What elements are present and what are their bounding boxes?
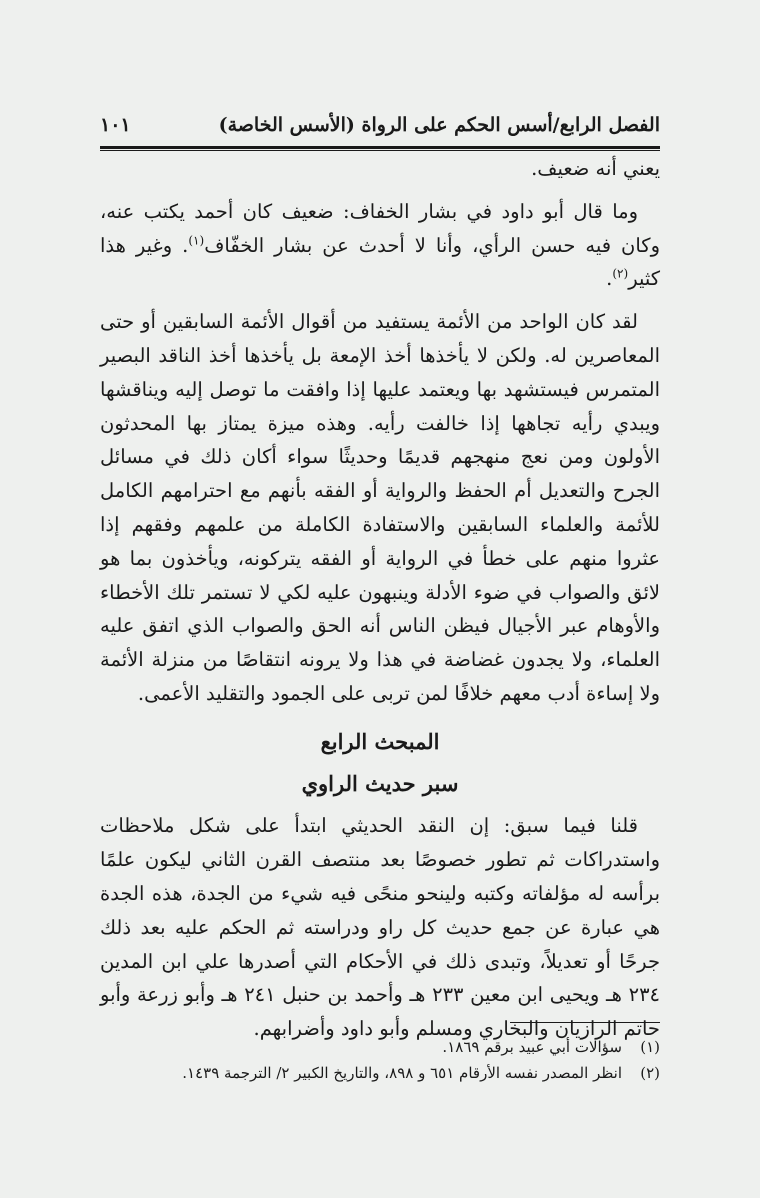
chapter-title: الفصل الرابع/أسس الحكم على الرواة (الأسس الخاصة) — [218, 114, 660, 136]
paragraph-2-text-a: وما قال أبو داود في بشار الخفاف: ضعيف كان أحمد يكتب عنه، وكان فيه حسن الرأي، وأنا لا أحدث عن بشار الخفّاف — [100, 199, 661, 257]
footnote-ref-2: (٢) — [612, 266, 629, 281]
paragraph-2-text-c: . — [606, 267, 613, 291]
paragraph-3: لقد كان الواحد من الأئمة يستفيد من أقوال الأئمة السابقين أو حتى المعاصرين له. ولكن لا يأخذها أخذ الإمعة بل يأخذها أخذ الناقد البصير المتمرس فيستشهد بها ويعتمد عليها إذا وافقت ما توصل إليه ويناقشها ويبدي رأيه تجاهها إذا خالفت رأيه. وهذه ميزة يمتاز بها المحدثون الأولون ومن نعج منهجهم قديمًا وحديثًا سواء أكان ذلك في مسائل الجرح والتعديل أم الحفظ والرواية أو الفقه بأنهم مع احترامهم الكامل للأئمة والعلماء السابقين والاستفادة الكاملة من علمهم وفقهم إذا عثروا منهم على خطأ في الرواية أو الفقه يتركونه، ويأخذون بما هو لائق والصواب في ضوء الأدلة وينبهون عليه لكي لا تستمر تلك الأخطاء والأوهام عبر الأجيال فيظن الناس أنه الحق والصواب الذي اتفق عليه العلماء، ولا يجدون غضاضة في هذا ولا يرونه انتقاصًا من منزلة الأئمة ولا إساءة أدب معهم خلافًا لمن تربى على الجمود والتقليد الأعمى. — [100, 310, 660, 705]
footnote-ref-1: (١) — [188, 233, 205, 248]
paragraph-1: يعني أنه ضعيف. — [531, 157, 660, 180]
page-number: ١٠١ — [100, 114, 131, 136]
header-rule-thin — [100, 150, 660, 151]
paragraph-2-text-b: . وغير هذا كثير — [100, 233, 660, 291]
footnote-text: سؤالات أبي عبيد برقم ١٨٦٩. — [442, 1038, 622, 1056]
footnote-1 — [100, 1034, 660, 1060]
paragraph-4: قلنا فيما سبق: إن النقد الحديثي ابتدأ على شكل ملاحظات واستدراكات ثم تطور خصوصًا بعد منتصف القرن الثاني ليكون علمًا برأسه له مؤلفاته وكتبه ولينحو منحًى فيه شيء من الجدة، هذه الجدة هي عبارة عن جمع حديث كل راو ودراسته ثم الحكم عليه بعد ذلك جرحًا أو تعديلاً، وتبدى ذلك في الأحكام التي أصدرها علي ابن المدين ٢٣٤ هـ ويحيى ابن معين ٢٣٣ هـ وأحمد بن حنبل ٢٤١ هـ وأبو زرعة وأبو حاتم الرازيان والبخاري ومسلم وأبو داود وأضرابهم. — [100, 814, 661, 1041]
footnote-rule — [510, 1022, 660, 1023]
main-text — [100, 152, 660, 1046]
footnote-number: (٢) — [640, 1064, 660, 1082]
section-heading: المبحث الرابع — [320, 728, 440, 754]
paragraph-2 — [100, 195, 660, 296]
section-subheading: سبر حديث الراوي — [301, 770, 459, 796]
footnotes — [100, 1034, 660, 1086]
header-rule — [100, 146, 660, 149]
running-header — [100, 108, 660, 142]
footnote-text: انظر المصدر نفسه الأرقام ٦٥١ و ٨٩٨، والتاريخ الكبير ٢/ الترجمة ١٤٣٩. — [182, 1064, 622, 1082]
footnote-number: (١) — [640, 1038, 660, 1056]
footnote-2 — [100, 1060, 660, 1086]
